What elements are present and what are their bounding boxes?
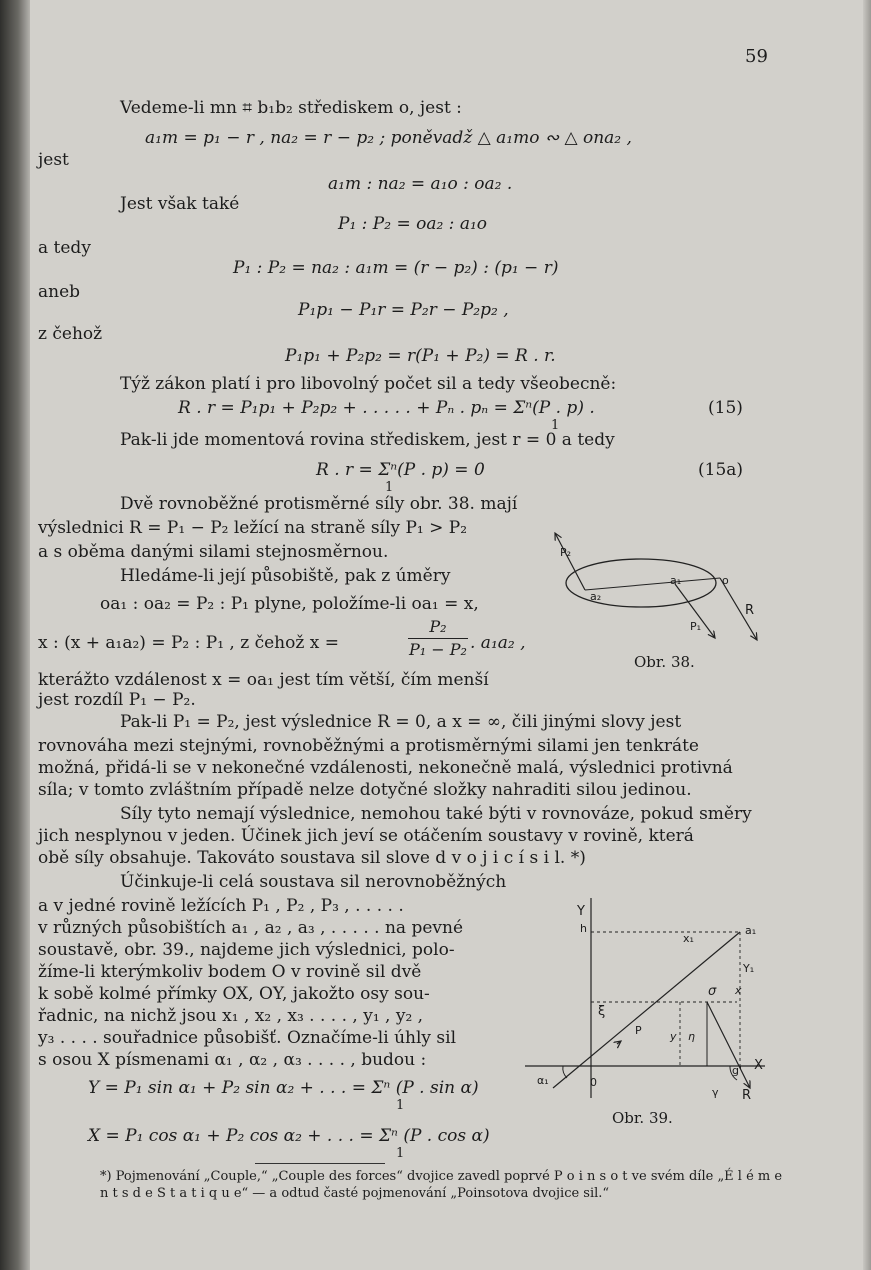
text-line: Hledáme-li její působiště, pak z úměry [120,566,451,586]
equation-15: R . r = P₁p₁ + P₂p₂ + . . . . . + Pₙ . pₙ = Σⁿ(P . p) . [178,398,595,418]
footnote-rule [255,1163,385,1164]
text-line: a s oběma danými silami stejnosměrnou. [38,542,389,562]
fraction [408,617,468,660]
fraction-numerator: P₂ [429,617,447,636]
figure-38-caption: Obr. 38. [634,653,695,671]
label-r: R [742,1088,752,1103]
equation-line: x : (x + a₁a₂) = P₂ : P₁ , z čehož x = [38,633,339,653]
text-line: v různých působištích a₁ , a₂ , a₃ , . . . . . na pevné [38,918,464,938]
resultant-r-arrow [707,1002,750,1088]
page-number: 59 [745,46,768,67]
equation-line: . a₁a₂ , [470,633,526,653]
equation-line: P₁ : P₂ = na₂ : a₁m = (r − p₂) : (p₁ − r) [233,258,559,278]
text-line: soustavě, obr. 39., najdeme jich výslednici, polo- [38,940,455,960]
equation-line: P₁p₁ + P₂p₂ = r(P₁ + P₂) = R . r. [285,346,556,366]
text-line: výslednici R = P₁ − P₂ ležící na straně síly P₁ > P₂ [38,518,468,538]
label-xi: ξ [598,1004,606,1019]
sum-lower-index: 1 [396,1098,405,1113]
line-a2-o [585,578,720,590]
text-line: a v jedné rovině ležících P₁ , P₂ , P₃ , . . . . . [38,896,404,916]
text-line: Jest však také [120,194,240,214]
text-line: síla; v tomto zvláštním případě nelze dotyčné složky nahraditi silou jedinou. [38,780,692,800]
text-line: y₃ . . . . souřadnice působišť. Označíme-li úhly sil [38,1028,457,1048]
sum-lower-index: 1 [396,1146,405,1161]
equation-line: P₁ : P₂ = oa₂ : a₁o [338,214,487,234]
text-line: možná, přidá-li se v nekonečné vzdálenosti, nekonečně malá, výslednici protivná [38,758,733,778]
margin-word: a tedy [38,238,91,258]
fraction-denominator: P₁ − P₂ [409,640,467,659]
text-line: řadnic, na nichž jsou x₁ , x₂ , x₃ . . . . , y₁ , y₂ , [38,1006,424,1026]
margin-word: aneb [38,282,81,302]
text-line: Pak-li jde momentová rovina střediskem, jest r = 0 a tedy [120,430,615,450]
label-eta: η [688,1030,695,1043]
equation-line: a₁m : na₂ = a₁o : oa₂ . [328,174,513,194]
text-line: s osou X písmenami α₁ , α₂ , α₃ . . . . , budou : [38,1050,427,1070]
equation-line: a₁m = p₁ − r , na₂ = r − p₂ ; poněvadž △ a₁mo ∾ △ ona₂ , [145,128,632,148]
text-line: k sobě kolmé přímky OX, OY, jakožto osy sou- [38,984,430,1004]
label-gamma: γ [712,1086,719,1099]
line-of-action [553,932,743,1088]
label-p1: P₁ [690,620,702,633]
text-line: oa₁ : oa₂ = P₂ : P₁ plyne, položíme-li oa₁ = x, [100,594,479,614]
force-p2-arrow [555,533,585,590]
force-p-arrow [617,1041,621,1044]
text-line: kterážto vzdálenost x = oa₁ jest tím větší, čím menší [38,670,489,690]
label-p: P [635,1024,642,1037]
label-y-small: y [670,1030,677,1043]
text-line: jich nesplynou v jeden. Účinek jich jeví se otáčením soustavy v rovině, která [38,826,694,846]
text-line: Vedeme-li mn ⌗ b₁b₂ střediskem o, jest : [120,98,462,118]
fraction-bar [408,638,468,639]
label-a2: a₂ [590,590,602,603]
label-g: g' [732,1064,743,1077]
text-line: Pak-li P₁ = P₂, jest výslednice R = 0, a x = ∞, čili jinými slovy jest [120,712,682,732]
label-p2: P₂ [560,546,572,559]
equation-number: (15) [708,398,743,418]
footnote: *) Pojmenování „Couple,“ „Couple des forces“ dvojice zavedl poprvé P o i n s o t ve svém díle „É l é m e n t s d e S t a t i q u e“ — a odtud časté pojmenování „Poinsotova dvojice sil.“ [100,1169,783,1201]
text-line: obě síly obsahuje. Takováto soustava sil slove d v o j i c í s i l. *) [38,848,586,868]
equation-line: P₁p₁ − P₁r = P₂r − P₂p₂ , [298,300,509,320]
text-line: Dvě rovnoběžné protisměrné síly obr. 38. mají [120,494,518,514]
text-line: jest rozdíl P₁ − P₂. [38,690,196,710]
label-origin: 0 [590,1076,597,1089]
sum-lower-index: 1 [385,480,394,495]
label-y1: Y₁ [743,962,755,975]
label-y: Y [577,904,585,919]
label-sigma: σ [708,984,717,999]
label-o: o [722,574,729,587]
text-line: Účinkuje-li celá soustava sil nerovnoběžných [120,872,507,892]
label-r: R [745,603,755,618]
margin-word: z čehož [38,324,103,344]
label-a1: a₁ [670,574,682,587]
sum-lower-index: 1 [551,418,560,433]
equation-y: Y = P₁ sin α₁ + P₂ sin α₂ + . . . = Σⁿ (P . sin α) [88,1078,479,1098]
text-line: Týž zákon platí i pro libovolný počet sil a tedy všeobecně: [120,374,617,394]
label-a1: a₁ [745,924,757,937]
label-alpha1: α₁ [537,1074,549,1087]
figure-39-caption: Obr. 39. [612,1109,673,1127]
label-x-axis: X [754,1058,763,1073]
label-x: x [735,984,742,997]
equation-number: (15a) [698,460,744,480]
label-x1: x₁ [683,932,694,945]
text-line: Síly tyto nemají výslednice, nemohou také býti v rovnováze, pokud směry [120,804,752,824]
margin-word: jest [38,150,69,170]
text-line: žíme-li kterýmkoliv bodem O v rovině sil dvě [38,962,422,982]
equation-x: X = P₁ cos α₁ + P₂ cos α₂ + . . . = Σⁿ (P . cos α) [88,1126,490,1146]
label-h: h [580,922,587,935]
equation-15a: R . r = Σⁿ(P . p) = 0 [316,460,485,480]
ellipse-plane [566,559,716,607]
text-line: rovnováha mezi stejnými, rovnoběžnými a protisměrnými silami jen tenkráte [38,736,699,756]
